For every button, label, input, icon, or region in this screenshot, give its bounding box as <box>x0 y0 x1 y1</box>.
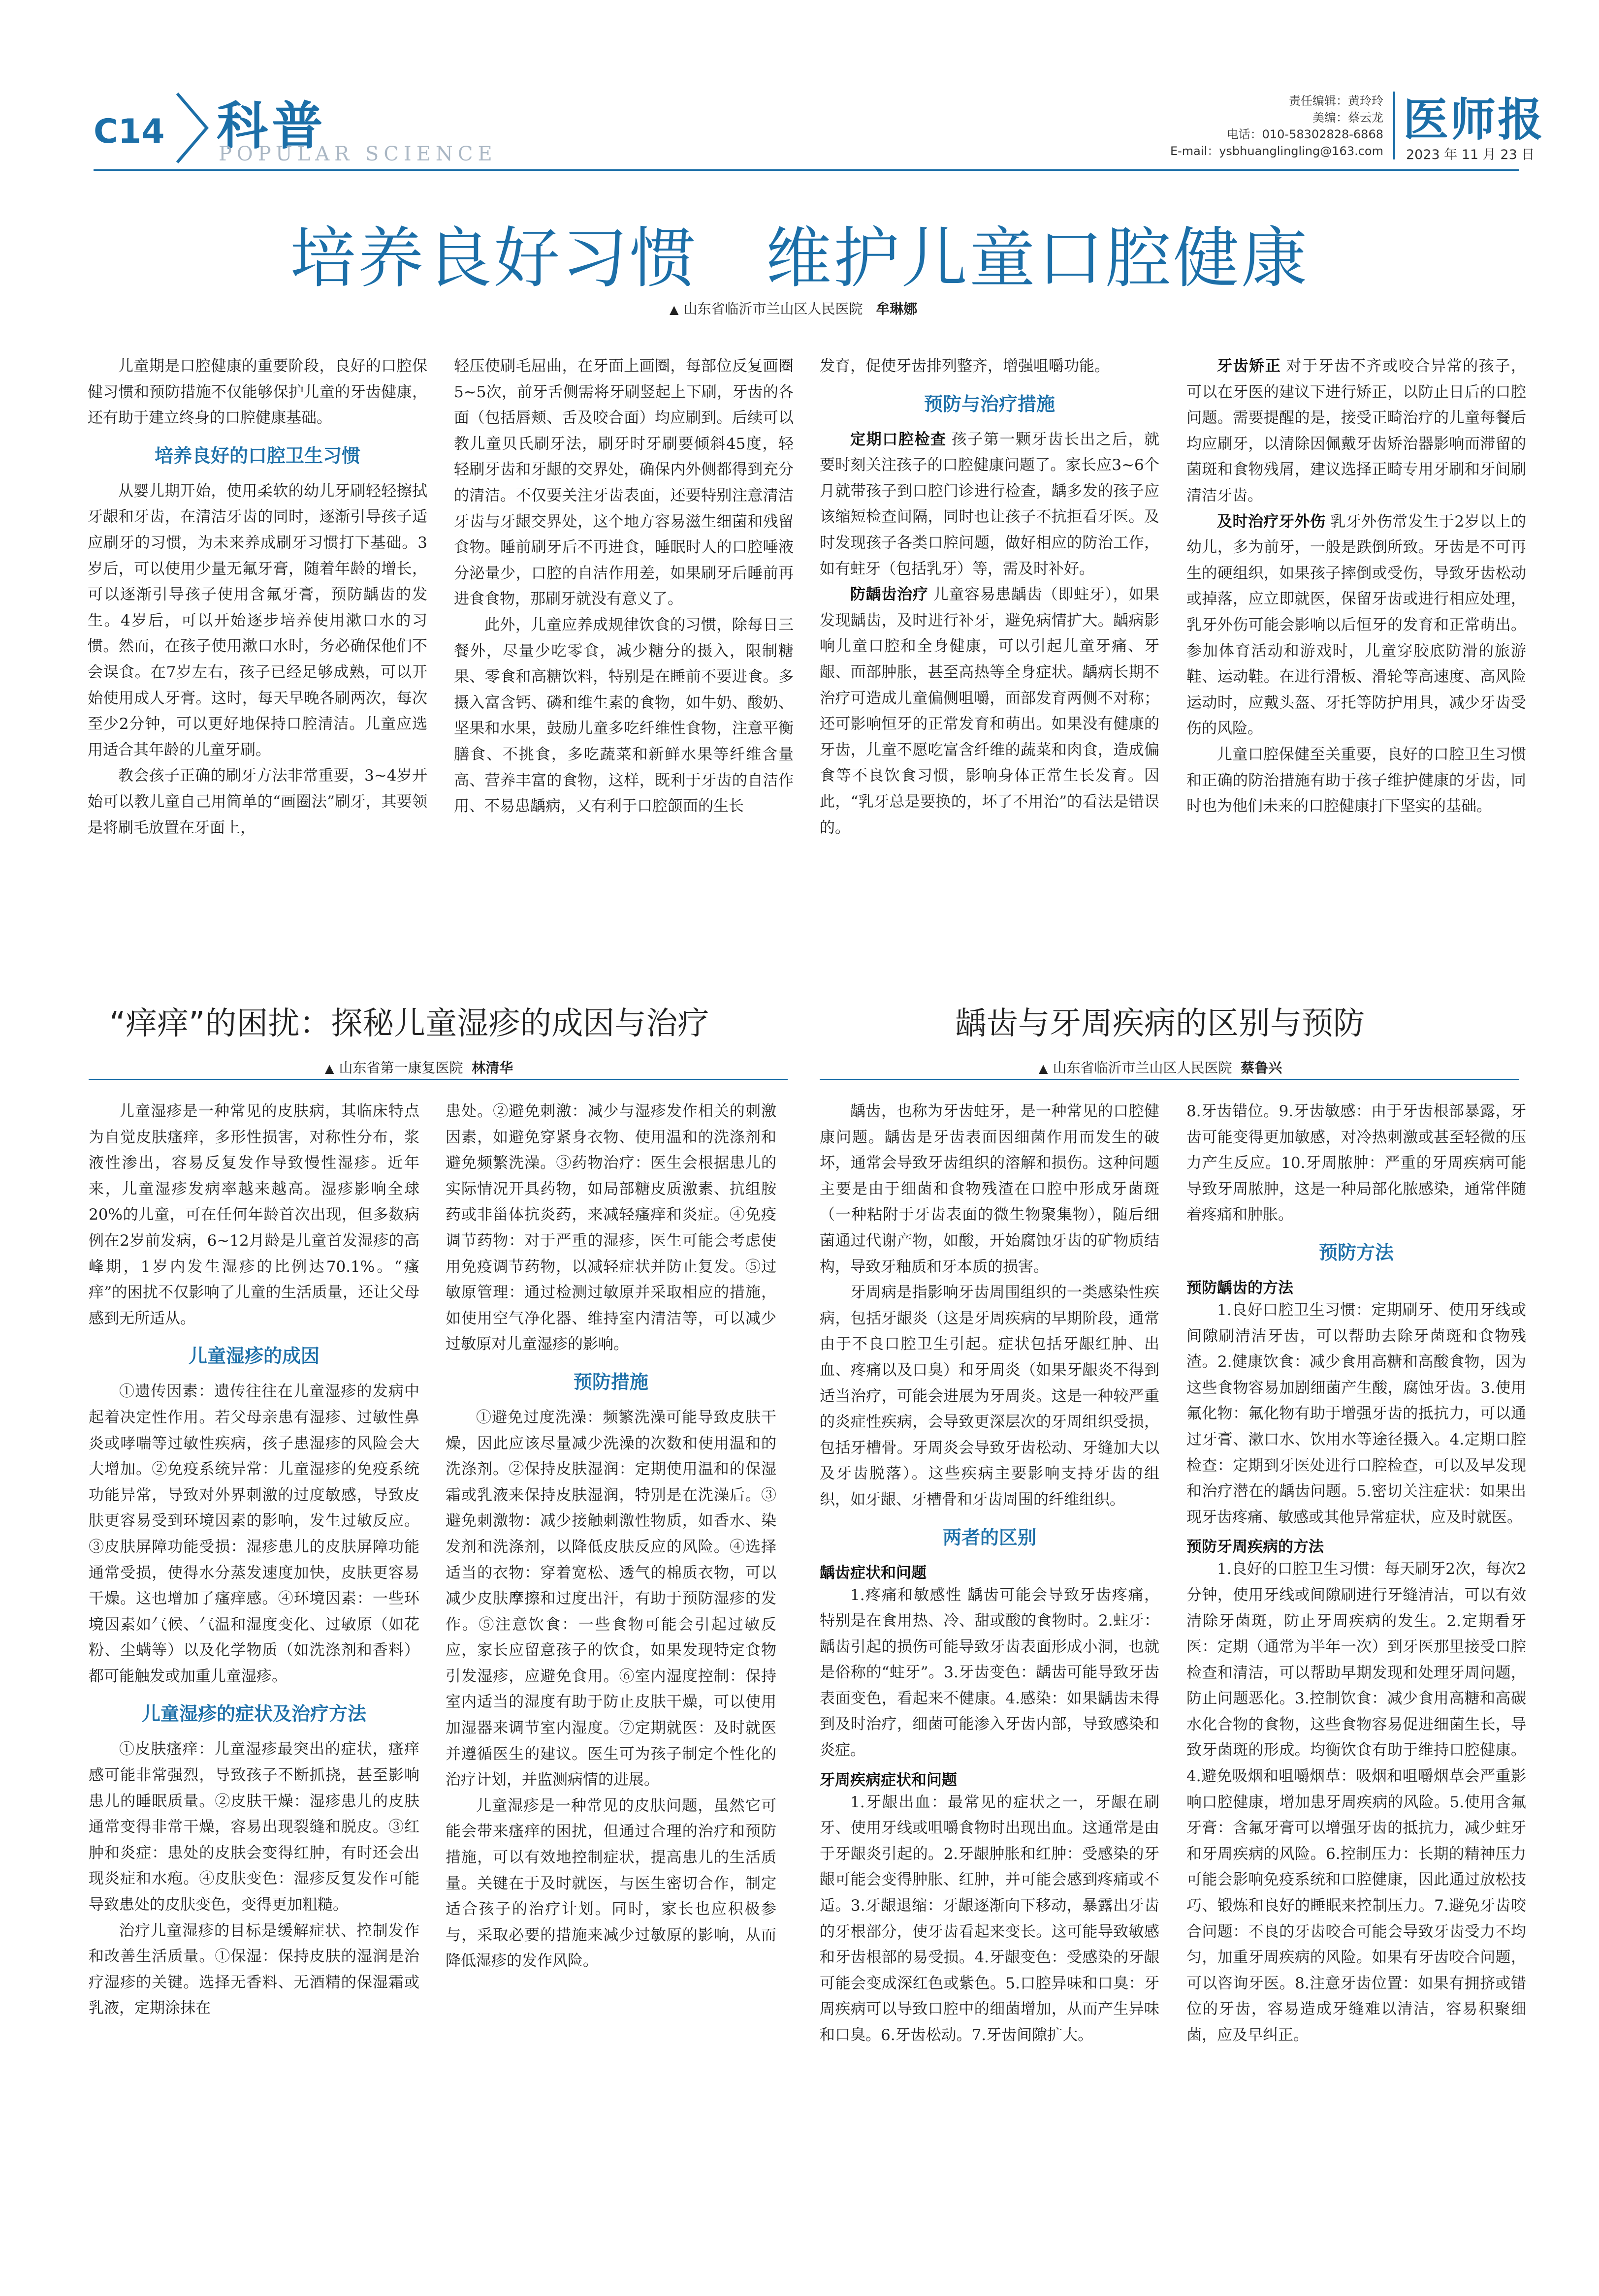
article1-column-4 <box>1186 353 1526 954</box>
paragraph: ①遗传因素：遗传往往在儿童湿疹的发病中起着决定性作用。若父母亲患有湿疹、过敏性鼻炎或哮喘等过敏性疾病，孩子患湿疹的风险会大大增加。②免疫系统异常：儿童湿疹的免疫系统功能异常，导致对外界刺激的过度敏感，导致皮肤更容易受到环境因素的影响，发生过敏反应。③皮肤屏障功能受损：湿疹患儿的皮肤屏障功能通常受损，使得水分蒸发速度加快，皮肤更容易干燥。这也增加了瘙痒感。④环境因素：一些环境因素如气候、气温和湿度变化、过敏原（如花粉、尘螨等）以及化学物质（如洗涤剂和香料）都可能触发或加重儿童湿疹。 <box>89 1383 419 1685</box>
lead-in: 牙齿矫正 <box>1217 357 1281 375</box>
article1-title: 培养良好习惯 维护儿童口腔健康 <box>289 220 1309 297</box>
article3-rule <box>820 1079 1519 1080</box>
email-line: E-mail：ysbhuanglingling@163.com <box>1170 144 1383 158</box>
byline-author: 蔡鲁兴 <box>1241 1060 1282 1076</box>
lead-in: 及时治疗牙外伤 <box>1217 512 1326 531</box>
chevron-right-icon <box>172 89 212 167</box>
paragraph: 8.牙齿错位。9.牙齿敏感：由于牙齿根部暴露，牙齿可能变得更加敏感，对冷热刺激或甚至轻微的压力产生反应。10.牙周脓肿：严重的牙周疾病可能导致牙周脓肿，这是一种局部化脓感染，通常伴随着疼痛和肿胀。 <box>1186 1102 1526 1224</box>
lead-in: 定期口腔检查 <box>850 430 947 448</box>
triangle-icon: ▲ <box>1039 1062 1048 1075</box>
paragraph: 儿童口腔保健至关重要，良好的口腔卫生习惯和正确的防治措施有助于孩子维护健康的牙齿，同时也为他们未来的口腔健康打下坚实的基础。 <box>1186 745 1526 816</box>
subheading: 培养良好的口腔卫生习惯 <box>154 444 360 467</box>
paragraph: 儿童湿疹是一种常见的皮肤病，其临床特点为自觉皮肤瘙痒，多形性损害，对称性分布，浆液性渗出，容易反复发作导致慢性湿疹。近年来，儿童湿疹发病率越来越高。湿疹影响全球20%的儿童，可在任何年龄首次出现，但多数病例在2岁前发病，6~12月龄是儿童首发湿疹的高峰期，1岁内发生湿疹的比例达70.1%。“瘙痒”的困扰不仅影响了儿童的生活质量，还让父母感到无所适从。 <box>89 1102 419 1327</box>
minor-heading: 龋齿症状和问题 <box>820 1564 927 1582</box>
paragraph: 1.牙龈出血：最常见的症状之一，牙龈在刷牙、使用牙线或咀嚼食物时出现出血。这通常是由于牙龈炎引起的。2.牙龈肿胀和红肿：受感染的牙龈可能会变得肿胀、红肿，并可能会感到疼痛或不适。3.牙龈退缩：牙龈逐渐向下移动，暴露出牙齿的牙根部分，使牙齿看起来变长。这可能导致敏感和牙齿根部的易受损。4.牙龈变色：受感染的牙龈可能会变成深红色或紫色。5.口腔异味和口臭：牙周疾病可以导致口腔中的细菌增加，从而产生异味和口臭。6.牙齿松动。7.牙齿间隙扩大。 <box>820 1793 1159 2044</box>
designer-line: 美编：蔡云龙 <box>1312 111 1383 125</box>
paragraph-text: 孩子第一颗牙齿长出之后，就要时刻关注孩子的口腔健康问题了。家长应3~6个月就带孩子到口腔门诊进行检查，龋多发的孩子应该缩短检查间隔，同时也让孩子不抗拒看牙医。及时发现孩子各类口腔问题，做好相应的防治工作，如有蛀牙（包括乳牙）等，需及时补好。 <box>820 430 1159 578</box>
header-rule <box>94 169 1519 171</box>
header-divider <box>1393 92 1395 159</box>
minor-heading: 预防龋齿的方法 <box>1186 1279 1293 1297</box>
paragraph: 患处。②避免刺激：减少与湿疹发作相关的刺激因素，如避免穿紧身衣物、使用温和的洗涤剂和避免频繁洗澡。③药物治疗：医生会根据患儿的实际情况开具药物，如局部糖皮质激素、抗组胺药或非甾体抗炎药，来减轻瘙痒和炎症。④免疫调节药物：对于严重的湿疹，医生可能会考虑使用免疫调节药物，以减轻症状并防止复发。⑤过敏原管理：通过检测过敏原并采取相应的措施，如使用空气净化器、维持室内清洁等，可以减少过敏原对儿童湿疹的影响。 <box>446 1102 776 1353</box>
paragraph <box>1186 353 1526 509</box>
article2-rule <box>89 1079 788 1080</box>
paragraph: 1.良好口腔卫生习惯：定期刷牙、使用牙线或间隙刷清洁牙齿，可以帮助去除牙菌斑和食物残渣。2.健康饮食：减少食用高糖和高酸食物，因为这些食物容易加剧细菌产生酸，腐蚀牙齿。3.使用氟化物：氟化物有助于增强牙齿的抵抗力，可以通过牙膏、漱口水、饮用水等途径摄入。4.定期口腔检查：定期到牙医处进行口腔检查，可以及早发现和治疗潜在的龋齿问题。5.密切关注症状：如果出现牙齿疼痛、敏感或其他异常症状，应及时就医。 <box>1186 1301 1526 1526</box>
paragraph <box>1186 509 1526 742</box>
section-subtitle: POPULAR SCIENCE <box>219 143 497 165</box>
paragraph: ①皮肤瘙痒：儿童湿疹最突出的症状，瘙痒感可能非常强烈，导致孩子不断抓挠，甚至影响患儿的睡眠质量。②皮肤干燥：湿疹患儿的皮肤通常变得非常干燥，容易出现裂缝和脱皮。③红肿和炎症：患处的皮肤会变得红肿，有时还会出现炎症和水疱。④皮肤变色：湿疹反复发作可能导致患处的皮肤变色，变得更加粗糙。 <box>89 1740 419 1914</box>
subheading: 儿童湿疹的症状及治疗方法 <box>141 1703 366 1725</box>
article1-column-1 <box>88 353 427 954</box>
paragraph: 此外，儿童应养成规律饮食的习惯，除每日三餐外，尽量少吃零食，减少糖分的摄入，限制糖果、零食和高糖饮料，特别是在睡前不要进食。多摄入富含钙、磷和维生素的食物，如牛奶、酸奶、坚果和水果，鼓励儿童多吃纤维性食物，注意平衡膳食、不挑食，多吃蔬菜和新鲜水果等纤维含量高、营养丰富的食物，这样，既利于牙齿的自洁作用、不易患龋病，又有利于口腔颌面的生长 <box>454 616 794 816</box>
article2-column-1 <box>89 1099 419 2270</box>
article1-column-2 <box>454 353 794 954</box>
article3-byline <box>1039 1057 1282 1077</box>
minor-heading: 预防牙周疾病的方法 <box>1186 1538 1324 1556</box>
paragraph-text: 儿童容易患龋齿（即蛀牙），如果发现龋齿，及时进行补牙，避免病情扩大。龋病影响儿童口腔和全身健康，可以引起儿童牙痛、牙龈、面部肿胀，甚至高热等全身症状。龋病长期不治疗可造成儿童偏侧咀嚼，面部发育两侧不对称；还可影响恒牙的正常发育和萌出。如果没有健康的牙齿，儿童不愿吃富含纤维的蔬菜和肉食，造成偏食等不良饮食习惯，影响身体正常生长发育。因此，“乳牙总是要换的，坏了不用治”的看法是错误的。 <box>820 586 1159 837</box>
section-title: 科普 <box>217 96 327 156</box>
paragraph: 从婴儿期开始，使用柔软的幼儿牙刷轻轻擦拭牙龈和牙齿，在清洁牙齿的同时，逐渐引导孩子适应刷牙的习惯，为未来养成刷牙习惯打下基础。3岁后，可以使用少量无氟牙膏，随着年龄的增长，可以逐渐引导孩子使用含氟牙膏，预防龋齿的发生。4岁后，可以开始逐步培养使用漱口水的习惯。然而，在孩子使用漱口水时，务必确保他们不会误食。在7岁左右，孩子已经足够成熟，可以开始使用成人牙膏。这时，每天早晚各刷两次，每次至少2分钟，可以更好地保持口腔清洁。儿童应选用适合其年龄的儿童牙刷。 <box>88 482 427 759</box>
paragraph: 儿童湿疹是一种常见的皮肤问题，虽然它可能会带来瘙痒的困扰，但通过合理的治疗和预防措施，可以有效地控制症状，提高患儿的生活质量。关键在于及时就医，与医生密切合作，制定适合孩子的治疗计划。同时，家长也应积极参与，采取必要的措施来减少过敏原的影响，从而降低湿疹的发作风险。 <box>446 1796 776 1970</box>
byline-org: 山东省临沂市兰山区人民医院 <box>1053 1060 1232 1076</box>
paragraph: 轻压使刷毛屈曲，在牙面上画圈，每部位反复画圈5~5次，前牙舌侧需将牙刷竖起上下刷，牙齿的各面（包括唇颊、舌及咬合面）均应刷到。后续可以教儿童贝氏刷牙法，刷牙时牙刷要倾斜45度，轻轻刷牙齿和牙龈的交界处，确保内外侧都得到充分的清洁。不仅要关注牙齿表面，还要特别注意清洁牙齿与牙龈交界处，这个地方容易滋生细菌和残留食物。睡前刷牙后不再进食，睡眠时人的口腔唾液分泌量少，口腔的自洁作用差，如果刷牙后睡前再进食食物，那刷牙就没有意义了。 <box>454 357 794 608</box>
article1-byline <box>670 298 917 318</box>
byline-author: 林清华 <box>472 1060 513 1076</box>
article2-column-2 <box>446 1099 776 2270</box>
paragraph: 治疗儿童湿疹的目标是缓解症状、控制发作和改善生活质量。①保湿：保持皮肤的湿润是治疗湿疹的关键。选择无香料、无酒精的保湿霜或乳液，定期涂抹在 <box>89 1921 419 2017</box>
byline-org: 山东省临沂市兰山区人民医院 <box>683 301 863 317</box>
minor-heading: 牙周疾病症状和问题 <box>820 1771 957 1789</box>
triangle-icon: ▲ <box>325 1062 334 1075</box>
editor-info <box>1127 93 1383 159</box>
editor-line: 责任编辑：黄玲玲 <box>1289 94 1383 108</box>
page-number: C14 <box>94 112 165 151</box>
article2-title: “痒痒”的困扰：探秘儿童湿疹的成因与治疗 <box>109 1006 709 1042</box>
paragraph: 发育，促使牙齿排列整齐，增强咀嚼功能。 <box>820 357 1110 375</box>
paragraph <box>820 582 1159 841</box>
article3-column-2 <box>1186 1099 1526 2270</box>
paragraph: 龋齿，也称为牙齿蛀牙，是一种常见的口腔健康问题。龋齿是牙齿表面因细菌作用而发生的破坏，通常会导致牙齿组织的溶解和损伤。这种问题主要是由于细菌和食物残渣在口腔中形成牙菌斑（一种粘附于牙齿表面的微生物聚集物），随后细菌通过代谢产物，如酸，开始腐蚀牙齿的矿物质结构，导致牙釉质和牙本质的损害。 <box>820 1102 1159 1276</box>
lead-in: 防龋齿治疗 <box>850 586 928 604</box>
subheading: 预防措施 <box>573 1371 648 1393</box>
masthead-logo: 医师报 <box>1403 93 1545 146</box>
paragraph: 儿童期是口腔健康的重要阶段，良好的口腔保健习惯和预防措施不仅能够保护儿童的牙齿健康，还有助于建立终身的口腔健康基础。 <box>88 357 427 427</box>
subheading: 预防方法 <box>1318 1241 1394 1263</box>
article2-byline <box>325 1057 513 1077</box>
paragraph: 牙周病是指影响牙齿周围组织的一类感染性疾病，包括牙龈炎（这是牙周疾病的早期阶段，通常由于不良口腔卫生引起。症状包括牙龈红肿、出血、疼痛以及口臭）和牙周炎（如果牙龈炎不得到适当治疗，可能会进展为牙周炎。这是一种较严重的炎症性疾病，会导致更深层次的牙周组织受损，包括牙槽骨。牙周炎会导致牙齿松动、牙缝加大以及牙齿脱落）。这些疾病主要影响支持牙齿的组织，如牙龈、牙槽骨和牙齿周围的纤维组织。 <box>820 1284 1159 1509</box>
paragraph: 1.疼痛和敏感性 龋齿可能会导致牙齿疼痛，特别是在食用热、冷、甜或酸的食物时。2.蛀牙：龋齿引起的损伤可能导致牙齿表面形成小洞，也就是俗称的“蛀牙”。3.牙齿变色：龋齿可能导致牙齿表面变色，看起来不健康。4.感染：如果龋齿未得到及时治疗，细菌可能渗入牙齿内部，导致感染和炎症。 <box>820 1586 1159 1760</box>
subheading: 预防与治疗措施 <box>924 393 1055 415</box>
subheading: 两者的区别 <box>942 1526 1036 1548</box>
phone-line: 电话：010-58302828-6868 <box>1226 127 1383 141</box>
paragraph: 教会孩子正确的刷牙方法非常重要，3~4岁开始可以教儿童自己用简单的“画圈法”刷牙，其要领是将刷毛放置在牙面上， <box>88 767 427 837</box>
publication-date: 2023 年 11 月 23 日 <box>1406 147 1535 162</box>
byline-author: 牟琳娜 <box>876 301 918 317</box>
paragraph <box>820 427 1159 582</box>
article1-column-3 <box>820 353 1159 954</box>
paragraph-text: 乳牙外伤常发生于2岁以上的幼儿，多为前牙，一般是跌倒所致。牙齿是不可再生的硬组织，如果孩子摔倒或受伤，导致牙齿松动或掉落，应立即就医，保留牙齿或进行相应处理，乳牙外伤可能会影响以后恒牙的发育和正常萌出。参加体育活动和游戏时，儿童穿胶底防滑的旅游鞋、运动鞋。在进行滑板、滑轮等高速度、高风险运动时，应戴头盔、牙托等防护用具，减少牙齿受伤的风险。 <box>1186 512 1526 738</box>
triangle-icon: ▲ <box>670 303 679 316</box>
article3-title: 龋齿与牙周疾病的区别与预防 <box>955 1006 1365 1042</box>
paragraph-text: 对于牙齿不齐或咬合异常的孩子，可以在牙医的建议下进行矫正，以防止日后的口腔问题。需要提醒的是，接受正畸治疗的儿童每餐后均应刷牙，以清除因佩戴牙齿矫治器影响而滞留的菌斑和食物残屑，建议选择正畸专用牙刷和牙间刷清洁牙齿。 <box>1186 357 1526 504</box>
byline-org: 山东省第一康复医院 <box>339 1060 463 1076</box>
paragraph: ①避免过度洗澡：频繁洗澡可能导致皮肤干燥，因此应该尽量减少洗澡的次数和使用温和的洗涤剂。②保持皮肤湿润：定期使用温和的保湿霜或乳液来保持皮肤湿润，特别是在洗澡后。③避免刺激物：减少接触刺激性物质，如香水、染发剂和洗涤剂，以降低皮肤反应的风险。④选择适当的衣物：穿着宽松、透气的棉质衣物，可以减少皮肤摩擦和过度出汗，有助于预防湿疹的发作。⑤注意饮食：一些食物可能会引起过敏反应，家长应留意孩子的饮食，如果发现特定食物引发湿疹，应避免食用。⑥室内湿度控制：保持室内适当的湿度有助于防止皮肤干燥，可以使用加湿器来调节室内湿度。⑦定期就医：及时就医并遵循医生的建议。医生可为孩子制定个性化的治疗计划，并监测病情的进展。 <box>446 1408 776 1789</box>
paragraph: 1.良好的口腔卫生习惯：每天刷牙2次，每次2分钟，使用牙线或间隙刷进行牙缝清洁，可以有效清除牙菌斑，防止牙周疾病的发生。2.定期看牙医：定期（通常为半年一次）到牙医那里接受口腔检查和清洁，可以帮助早期发现和处理牙周问题，防止问题恶化。3.控制饮食：减少食用高糖和高碳水化合物的食物，这些食物容易促进细菌生长，导致牙菌斑的形成。均衡饮食有助于维持口腔健康。4.避免吸烟和咀嚼烟草：吸烟和咀嚼烟草会严重影响口腔健康，增加患牙周疾病的风险。5.使用含氟牙膏：含氟牙膏可以增强牙齿的抵抗力，减少蛀牙和牙周疾病的风险。6.控制压力：长期的精神压力可能会影响免疫系统和口腔健康，因此通过放松技巧、锻炼和良好的睡眠来控制压力。7.避免牙齿咬合问题：不良的牙齿咬合可能会导致牙齿受力不均匀，加重牙周疾病的风险。如果有牙齿咬合问题，可以咨询牙医。8.注意牙齿位置：如果有拥挤或错位的牙齿，容易造成牙缝难以清洁，容易积聚细菌，应及早纠正。 <box>1186 1560 1526 2044</box>
subheading: 儿童湿疹的成因 <box>188 1345 320 1367</box>
article3-column-1 <box>820 1099 1159 2270</box>
